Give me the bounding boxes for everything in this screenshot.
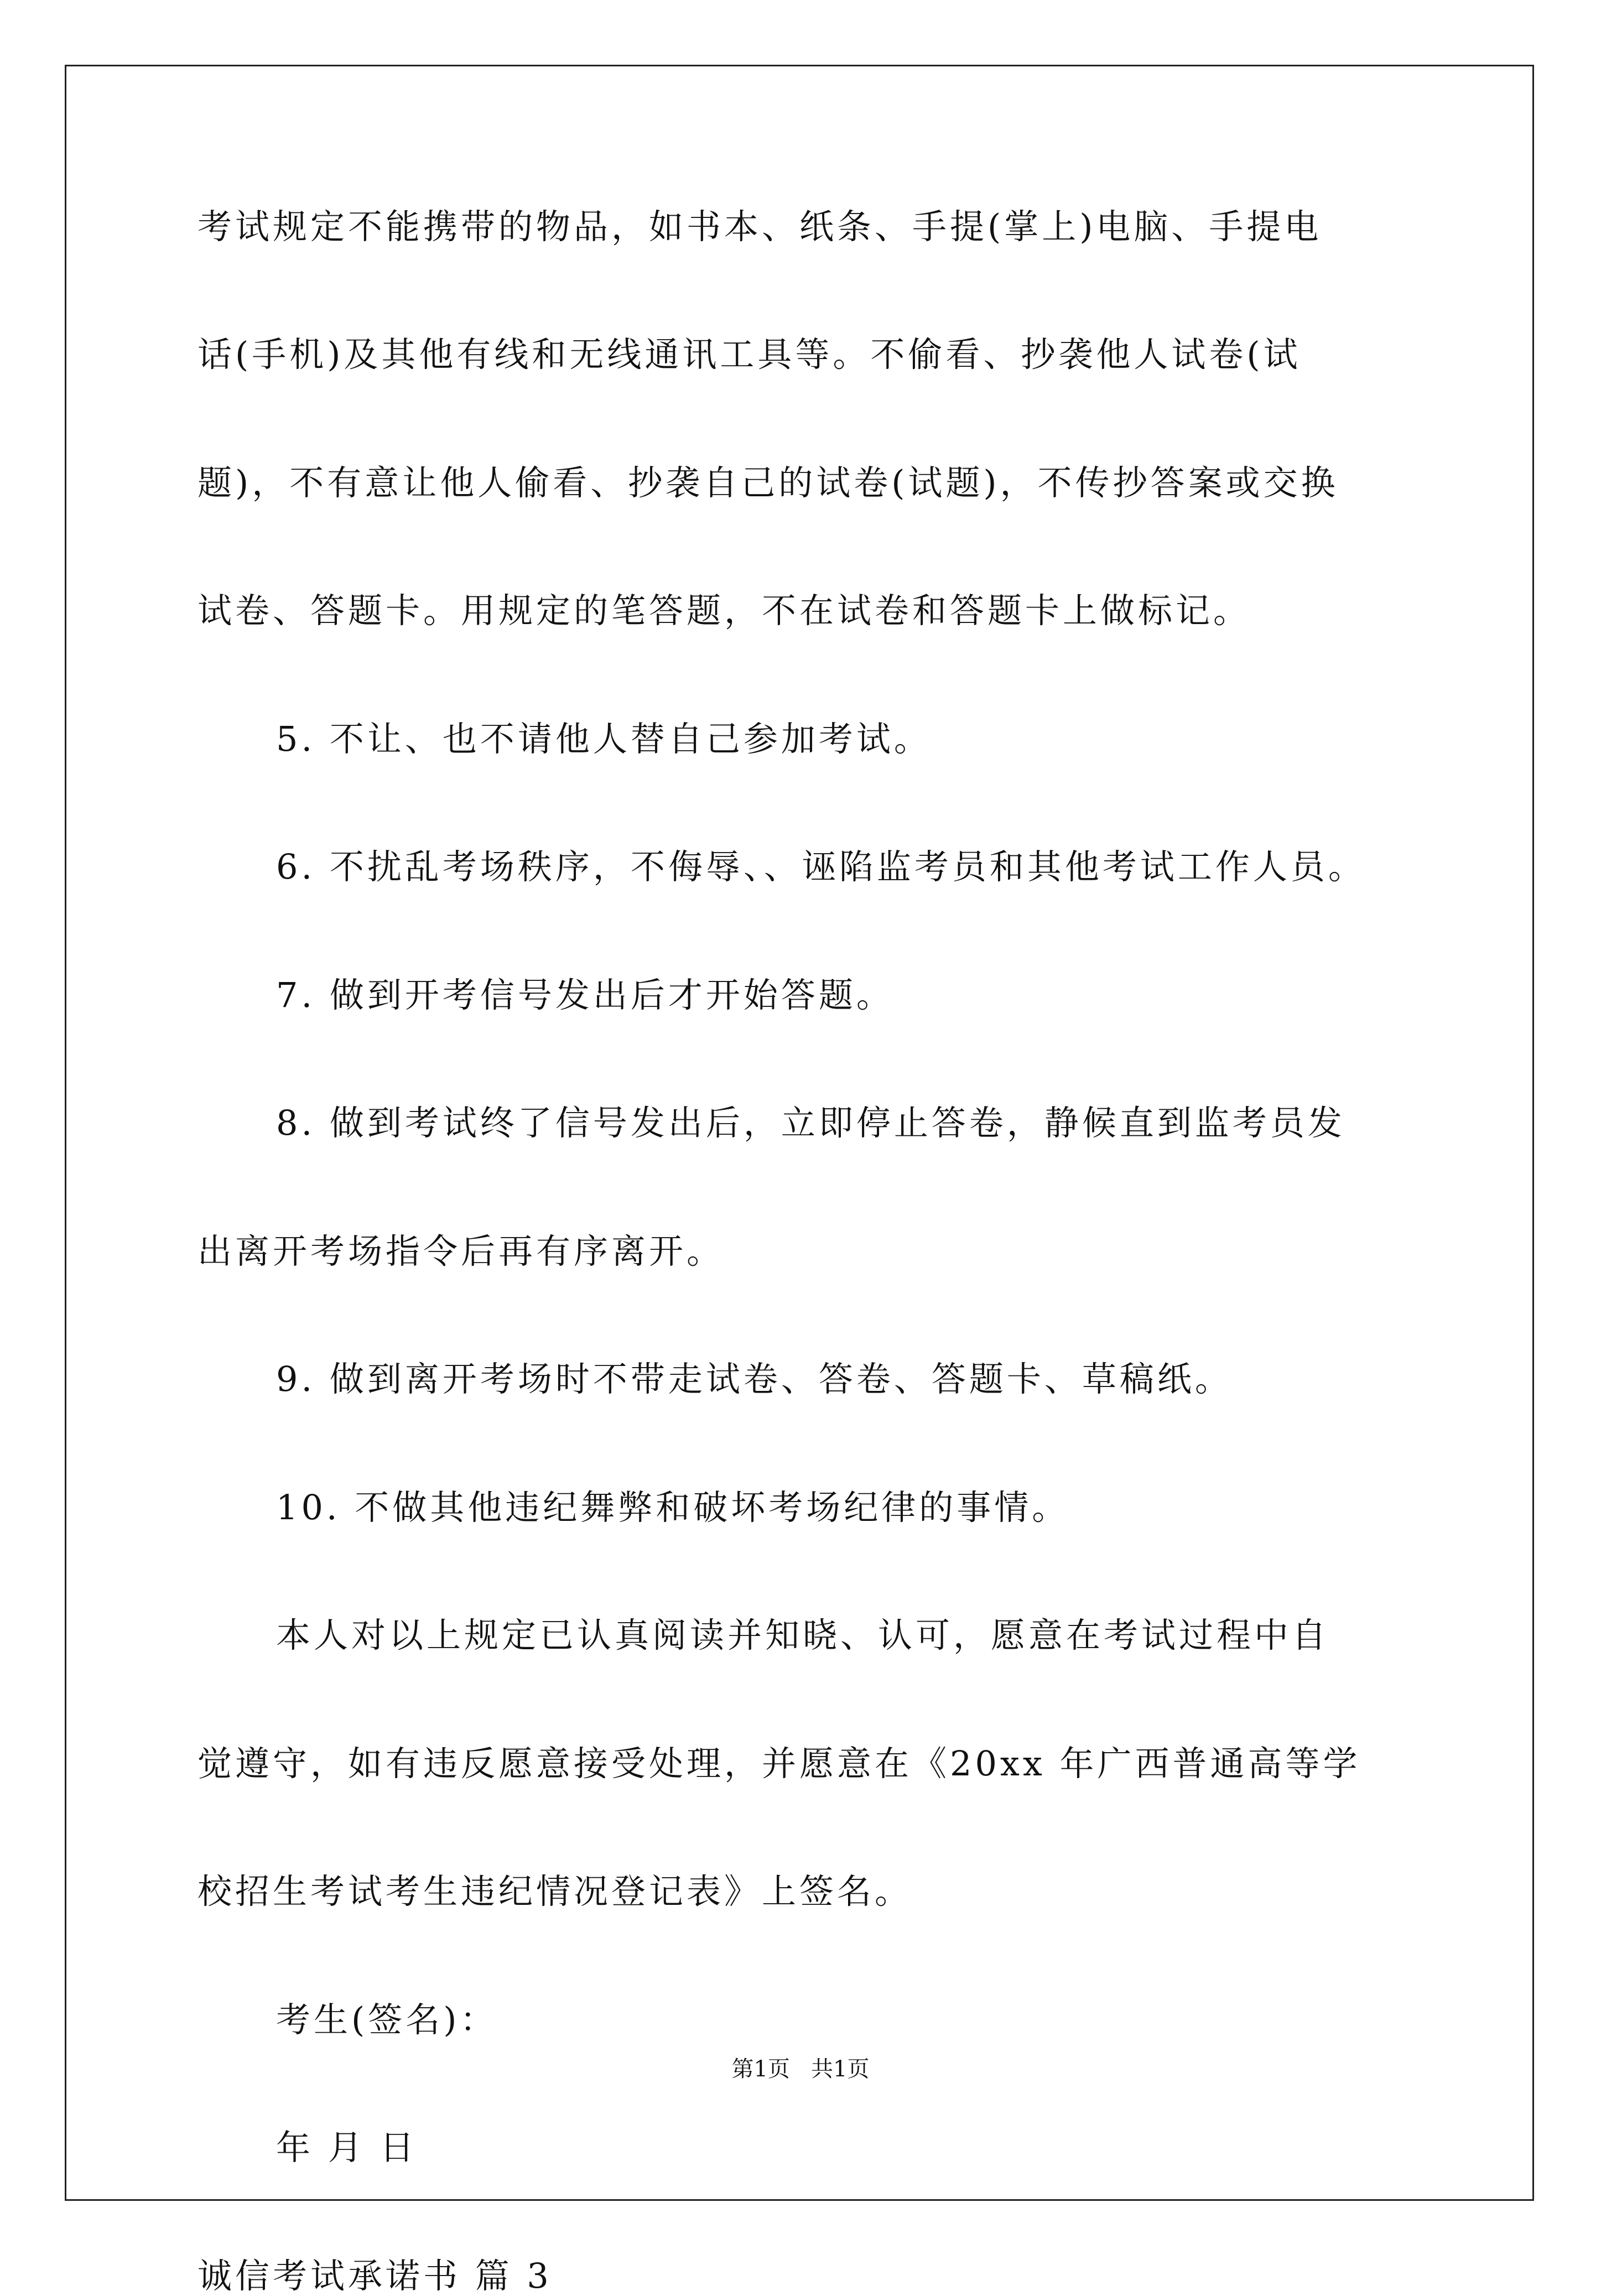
list-item-9: 9. 做到离开考场时不带走试卷、答卷、答题卡、草稿纸。 — [276, 1359, 1233, 1399]
paragraph-line: 试卷、答题卡。用规定的笔答题，不在试卷和答题卡上做标记。 — [197, 590, 1251, 631]
date-label: 年 月 日 — [276, 2127, 418, 2168]
list-item-8: 8. 做到考试终了信号发出后，立即停止答卷，静候直到监考员发 — [276, 1103, 1345, 1143]
paragraph-line: 题)，不有意让他人偷看、抄袭自己的试卷(试题)，不传抄答案或交换 — [197, 463, 1339, 503]
declaration-line: 校招生考试考生违纪情况登记表》上签名。 — [197, 1871, 913, 1911]
section-heading: 诚信考试承诺书 篇 3 — [197, 2256, 552, 2296]
declaration-line: 觉遵守，如有违反愿意接受处理，并愿意在《20xx 年广西普通高等学 — [197, 1743, 1361, 1784]
list-item-6: 6. 不扰乱考场秩序，不侮辱、、诬陷监考员和其他考试工作人员。 — [276, 846, 1366, 887]
declaration-line: 本人对以上规定已认真阅读并知晓、认可，愿意在考试过程中自 — [276, 1615, 1330, 1655]
list-item-10: 10. 不做其他违纪舞弊和破坏考场纪律的事情。 — [276, 1487, 1070, 1528]
paragraph-line: 话(手机)及其他有线和无线通讯工具等。不偷看、抄袭他人试卷(试 — [197, 334, 1301, 375]
list-item-5: 5. 不让、也不请他人替自己参加考试。 — [276, 719, 932, 759]
page-footer: 第1页 共1页 — [731, 2056, 870, 2082]
list-item-7: 7. 做到开考信号发出后才开始答题。 — [276, 975, 894, 1015]
paragraph-line: 考试规定不能携带的物品，如书本、纸条、手提(掌上)电脑、手提电 — [197, 206, 1322, 247]
signature-label: 考生(签名)： — [276, 1999, 498, 2040]
list-item-8-continued: 出离开考场指令后再有序离开。 — [197, 1231, 725, 1271]
